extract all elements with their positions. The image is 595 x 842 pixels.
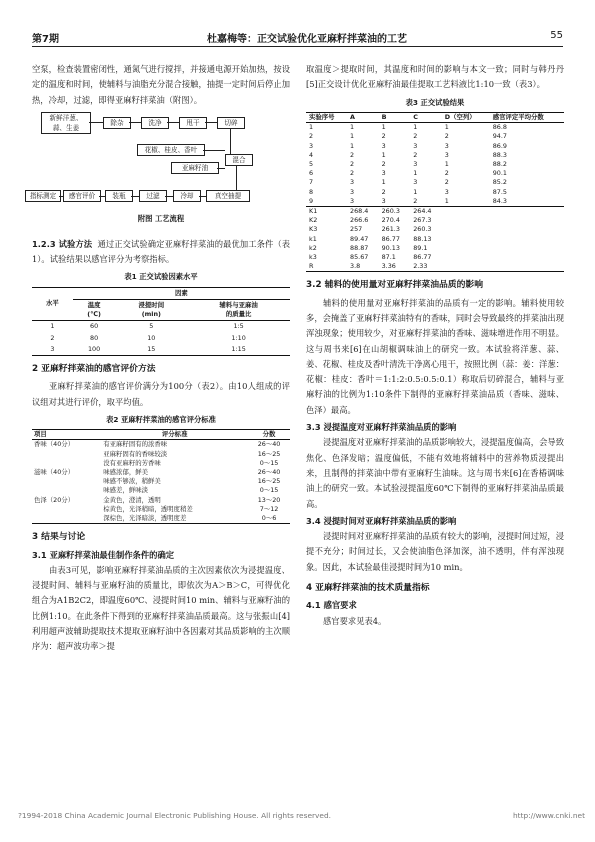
table-cell: 1 — [381, 150, 386, 159]
table-header: 水平 — [32, 287, 73, 321]
table-cell: 89.47 — [350, 234, 369, 243]
table-cell: 260.3 — [381, 206, 400, 215]
table-cell: 1 — [444, 159, 449, 168]
table-cell: 2 — [350, 169, 355, 178]
paragraph: 空泵，检查装置密闭性，通氮气进行搅拌，并接通电源开始加热，按设定的温度和时间，使辅料与油脂充分混合接触，抽提一定时间后停止加热，冷却，过滤，即得亚麻籽拌菜油（附图）。 — [32, 64, 290, 105]
table-cell: 7 — [309, 178, 314, 187]
table-header: C — [413, 112, 418, 121]
table-cell: K2 — [309, 216, 318, 225]
table-cell: 85.2 — [492, 178, 507, 187]
table-row: 1 60 5 1:5 — [50, 322, 244, 331]
issue-number: 第7期 — [32, 34, 59, 45]
table-row: 味感差，鲜味淡 0～15 — [103, 486, 279, 495]
table-cell: 3 — [444, 141, 449, 150]
table-1-caption: 表1 正交试验因素水平 — [124, 272, 198, 282]
flow-node-flaxseed-oil: 亚麻籽油 — [171, 162, 219, 174]
table-cell: 1 — [444, 196, 449, 205]
table-cell: 84.3 — [492, 196, 507, 205]
table-cell: 3 — [350, 178, 355, 187]
table-cell: 86.8 — [492, 123, 507, 132]
table-cell: 1 — [381, 123, 386, 132]
table-cell: 3.36 — [381, 262, 396, 271]
section-heading-3-1: 3.1 亚麻籽拌菜油最佳制作条件的确定 — [32, 549, 175, 560]
page-footer — [18, 811, 585, 820]
table-cell: 86.9 — [492, 141, 507, 150]
table-1 — [32, 287, 290, 356]
table-cell: 1 — [413, 187, 418, 196]
table-row: 2 80 10 1:10 — [50, 333, 246, 342]
table-cell: K3 — [309, 225, 318, 234]
paragraph: 辅料的使用量对亚麻籽拌菜油的品质有一定的影响。辅料使用较多，会掩盖了亚麻籽拌菜油特有的香味，同时会导致最终的拌菜油出现浑浊现象；使用较少，对亚麻籽拌菜油的香味、滋味增进作用不明显。这与周书来[6]在山胡椒调味油上的研究一致。本试验将洋葱、蒜、姜、花椒、桂皮及香叶清洗干净离心甩干，按照比例（蒜：姜：洋葱：花椒：桂皮：香叶＝1:1:2:0.5:0.5:0.1）称取后切碎混合，辅料与亚麻籽油的比例为1:10条件下制得的亚麻籽拌菜油品质（香味、滋味、色泽）最高。 — [306, 297, 564, 415]
table-cell: 3 — [381, 196, 386, 205]
flow-node-chop: 切碎 — [217, 117, 245, 129]
table-cell: 87.5 — [492, 187, 507, 196]
paragraph: 亚麻籽拌菜油的感官评价满分为100分（表2）。由10人组成的评议组对其进行评价，取平均值。 — [32, 381, 290, 407]
table-cell: 268.4 — [350, 206, 369, 215]
table-cell: 3 — [350, 196, 355, 205]
section-heading-2: 2 亚麻籽拌菜油的感官评价方法 — [32, 364, 156, 374]
table-cell: 1 — [309, 123, 314, 132]
table-row — [306, 178, 564, 187]
table-row: 香味（40分） 有亚麻籽固有的浓香味 26～40 — [34, 440, 281, 449]
flow-node-spices: 花椒、桂皮、香叶 — [137, 144, 205, 156]
table-row — [306, 216, 564, 225]
table-row — [306, 160, 564, 169]
table-2 — [32, 429, 290, 524]
table-cell: 2 — [413, 150, 418, 159]
table-cell: 2 — [444, 169, 449, 178]
table-cell — [442, 244, 490, 253]
flow-node-remove-impurities: 除杂 — [103, 117, 131, 129]
flow-node-filter: 过滤 — [139, 190, 167, 202]
table-cell: 3 — [413, 159, 418, 168]
table-cell: 1 — [350, 141, 355, 150]
table-cell: 260.3 — [413, 225, 432, 234]
table-cell — [442, 262, 490, 272]
table-row — [306, 197, 564, 207]
paragraph: 浸提时间对亚麻籽拌菜油的品质有较大的影响，浸提时间过短，浸提不充分；时间过长，又会使油脂色泽加深，油不透明，伴有浑浊现象。因此，本试验最佳浸提时间为10 min。 — [306, 531, 564, 572]
table-row — [306, 151, 564, 160]
table-3-caption: 表3 正交试验结果 — [405, 97, 465, 107]
table-cell: 3.8 — [350, 262, 361, 271]
table-row — [306, 142, 564, 151]
table-cell — [490, 244, 564, 253]
flow-node-wash: 洗净 — [141, 117, 169, 129]
paragraph: 取温度＞提取时间，其温度和时间的影响与本文一致；同时与韩丹丹[5]正交设计优化亚麻籽油最佳提取工艺料液比1:10一致（表3）。 — [306, 64, 564, 90]
table-cell: 2 — [381, 132, 386, 141]
table-header: 浸提时间 (min) — [115, 299, 187, 320]
table-cell: 89.1 — [413, 243, 428, 252]
table-cell: 90.1 — [492, 169, 507, 178]
table-cell: 1 — [350, 123, 355, 132]
table-cell — [490, 206, 564, 216]
table-row: 深棕色，光泽暗淡，透明度差 0～6 — [103, 514, 277, 523]
flow-node-mix: 混合 — [225, 154, 253, 166]
table-cell: 2 — [381, 159, 386, 168]
flow-node-spin-dry: 甩干 — [179, 117, 207, 129]
section-heading-4: 4 亚麻籽拌菜油的技术质量指标 — [306, 582, 430, 593]
table-cell: K1 — [309, 206, 318, 215]
table-2-caption: 表2 亚麻籽拌菜油的感官评分标准 — [106, 414, 216, 424]
footer-link[interactable]: http://www.cnki.net — [512, 811, 585, 820]
table-cell: 2 — [350, 150, 355, 159]
table-cell: 3 — [350, 187, 355, 196]
table-cell: 3 — [381, 141, 386, 150]
table-header: 感官评定平均分数 — [492, 112, 544, 121]
table-cell: 2 — [444, 178, 449, 187]
table-header: D（空列） — [444, 112, 476, 121]
flow-node-sensory-evaluation: 感官评价 — [63, 190, 101, 202]
table-cell: 94.7 — [492, 132, 507, 141]
table-row — [306, 253, 564, 262]
table-cell: 3 — [413, 141, 418, 150]
table-cell: 2 — [444, 132, 449, 141]
table-header: 实验序号 — [309, 112, 335, 121]
table-row — [306, 132, 564, 141]
table-row — [306, 244, 564, 253]
table-row: 味感不够浓，稍鲜美 16～25 — [103, 477, 281, 486]
figure-caption: 附图 工艺流程 — [137, 213, 185, 223]
table-row: 3 100 15 1:15 — [50, 344, 246, 353]
table-cell: 4 — [309, 150, 314, 159]
table-cell: 88.87 — [350, 243, 369, 252]
table-header: 项目 — [34, 430, 47, 439]
table-row — [306, 188, 564, 197]
running-header — [32, 30, 563, 47]
table-cell: 270.4 — [381, 216, 400, 225]
table-cell: 3 — [444, 150, 449, 159]
table-cell: 6 — [309, 169, 314, 178]
page-number: 55 — [550, 30, 563, 41]
table-header: 评分标准 — [161, 430, 188, 439]
paragraph: 通过正交试验确定亚麻籽拌菜油的最优加工条件（表1）。试验结果以感官评分为考察指标。 — [32, 238, 290, 265]
table-cell: 3 — [413, 178, 418, 187]
table-row — [306, 169, 564, 178]
table-cell: 86.77 — [413, 252, 432, 261]
running-title: 杜嘉梅等：正交试验优化亚麻籽拌菜油的工艺 — [207, 34, 407, 45]
table-header: 辅料与亚麻油 的质量比 — [187, 299, 290, 320]
table-cell — [490, 253, 564, 262]
section-heading-1-2-3: 1.2.3 试验方法 — [32, 238, 93, 249]
flow-node-vacuum-extraction: 真空抽提 — [206, 190, 250, 202]
table-cell: 8 — [309, 187, 314, 196]
right-column — [306, 62, 564, 629]
table-cell: 3 — [381, 169, 386, 178]
table-header: B — [381, 112, 387, 121]
section-heading-3-3: 3.3 浸提温度对亚麻籽拌菜油品质的影响 — [306, 422, 457, 433]
table-cell — [490, 262, 564, 272]
table-3 — [306, 112, 564, 272]
paragraph: 浸提温度对亚麻籽拌菜油的品质影响较大，浸提温度偏高，会导致焦化、色泽发暗；温度偏低，不能有效地将辅料中的营养物质浸提出来，且制得的拌菜油中带有亚麻籽生油味。这与周书来[6]在香椿调味油上的研究一致。本试验浸提温度60℃下制得的亚麻籽拌菜油品质最高。 — [306, 437, 564, 509]
table-row: 色泽（20分） 金黄色，澄清，透明 13～20 — [34, 495, 281, 504]
paragraph: 由表3可见，影响亚麻籽拌菜油品质的主次因素依次为浸提温度、浸提时间、辅料与亚麻籽油的质量比，即依次为A＞B＞C，可得优化组合为A1B2C2，即温度60℃、浸提时间10 min、辅料与亚麻籽油的比例1:10。在此条件下得到的亚麻籽拌菜油品质最高。这与张振山[4]利用超声波辅助提取技术提取亚麻籽油中各因素对其品质影响的主次顺序为：超声波功率＞提 — [32, 564, 290, 652]
flow-node-bottling: 装瓶 — [105, 190, 133, 202]
table-cell: 2.33 — [413, 262, 428, 271]
table-cell: 2 — [350, 159, 355, 168]
table-cell: 2 — [309, 132, 314, 141]
table-cell: 1 — [413, 123, 418, 132]
table-cell: 9 — [309, 196, 314, 205]
section-heading-4-1: 4.1 感官要求 — [306, 600, 357, 611]
table-row — [306, 206, 564, 216]
table-row: 滋味（40分） 味感浓郁，鲜美 26～40 — [34, 468, 281, 476]
table-cell: 85.67 — [350, 252, 369, 261]
table-cell: 267.3 — [413, 216, 432, 225]
table-cell — [490, 235, 564, 244]
table-header: 分数 — [262, 430, 276, 439]
table-cell — [442, 216, 490, 225]
table-row: 亚麻籽固有的香味较淡 16～25 — [103, 449, 281, 458]
table-cell: 87.1 — [381, 252, 396, 261]
table-row — [306, 225, 564, 234]
table-cell: 88.2 — [492, 159, 507, 168]
table-cell: 2 — [413, 132, 418, 141]
table-cell: 1 — [413, 169, 418, 178]
table-cell — [442, 253, 490, 262]
table-cell: 1 — [444, 123, 449, 132]
table-cell: k3 — [309, 252, 317, 261]
table-cell: 86.77 — [381, 234, 400, 243]
table-cell: 88.13 — [413, 234, 432, 243]
section-heading-3-4: 3.4 浸提时间对亚麻籽拌菜油品质的影响 — [306, 515, 457, 526]
table-cell: 2 — [413, 196, 418, 205]
table-cell — [490, 216, 564, 225]
table-cell — [442, 235, 490, 244]
table-cell: 257 — [350, 225, 363, 234]
table-row: 棕黄色，光泽稍暗，透明度稍差 7～12 — [103, 504, 279, 513]
table-header: 因素 — [73, 287, 290, 299]
table-cell: 90.13 — [381, 243, 400, 252]
table-header: A — [350, 112, 355, 121]
table-cell: 2 — [381, 187, 386, 196]
table-cell: k2 — [309, 243, 317, 252]
table-cell: k1 — [309, 234, 317, 243]
table-cell: 3 — [309, 141, 314, 150]
table-row — [306, 262, 564, 272]
table-cell: 1 — [350, 132, 355, 141]
flow-node-raw-materials: 新鲜洋葱、蒜、生姜 — [41, 112, 91, 134]
table-cell — [490, 225, 564, 234]
table-cell: 261.3 — [381, 225, 400, 234]
table-row: 没有亚麻籽的芳香味 0～15 — [103, 458, 279, 467]
table-cell: 1 — [381, 178, 386, 187]
table-row — [306, 235, 564, 244]
left-column — [29, 62, 290, 655]
process-flow-diagram — [29, 112, 281, 237]
flow-node-index-measurement: 指标测定 — [25, 190, 61, 202]
table-cell: 88.3 — [492, 150, 507, 159]
table-header: 温度 (℃) — [73, 299, 116, 320]
section-heading-3: 3 结果与讨论 — [32, 532, 86, 543]
flow-node-cooling: 冷却 — [173, 190, 201, 202]
section-heading-3-2: 3.2 辅料的使用量对亚麻籽拌菜油品质的影响 — [306, 280, 483, 291]
table-cell: 266.6 — [350, 216, 369, 225]
table-cell: 264.4 — [413, 206, 432, 215]
copyright-notice: ?1994-2018 China Academic Journal Electronic Publishing House. All rights reserved. — [18, 811, 332, 820]
table-cell — [442, 225, 490, 234]
paragraph: 感官要求见表4。 — [323, 615, 387, 626]
table-cell: 5 — [309, 159, 314, 168]
table-row — [306, 123, 564, 133]
table-cell: R — [309, 262, 314, 271]
table-cell — [442, 206, 490, 216]
table-cell: 3 — [444, 187, 449, 196]
